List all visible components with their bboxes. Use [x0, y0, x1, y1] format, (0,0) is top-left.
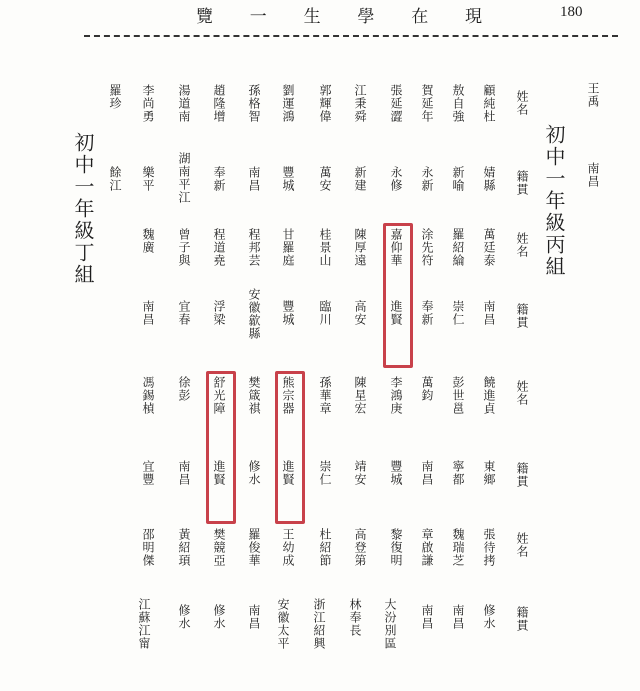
- highlight-box: [206, 371, 236, 524]
- place-cell: 浙江紹興: [312, 598, 326, 650]
- name-cell: 萬鈞: [420, 376, 434, 402]
- place-cell-highlighted: 進賢: [281, 460, 295, 486]
- place-cell: 南昌: [247, 166, 261, 192]
- name-cell: 萬廷泰: [482, 228, 496, 267]
- name-cell: 高登第: [353, 528, 367, 567]
- header-char: 現: [464, 7, 482, 27]
- place-cell: 永新: [420, 166, 434, 192]
- name-cell: 王禹: [586, 82, 600, 108]
- place-cell: 奉新: [420, 300, 434, 326]
- name-cell: 顧純杜: [482, 84, 496, 123]
- place-cell: 安徽太平: [276, 598, 290, 650]
- name-cell: 樊競亞: [212, 528, 226, 567]
- place-cell: 南昌: [586, 162, 600, 188]
- place-header: 籍貫: [515, 462, 529, 488]
- name-header: 姓名: [515, 232, 529, 258]
- name-cell: 王幼成: [281, 528, 295, 567]
- place-cell: 萬安: [318, 166, 332, 192]
- place-cell: 南昌: [420, 604, 434, 630]
- name-cell: 羅俊華: [247, 528, 261, 567]
- place-cell: 樂平: [141, 166, 155, 192]
- name-cell: 曾子與: [177, 228, 191, 267]
- name-cell: 劉運鴻: [281, 84, 295, 123]
- header-char: 覽: [196, 7, 213, 27]
- place-cell: 新建: [353, 166, 367, 192]
- name-cell: 陳厚遠: [353, 228, 367, 267]
- name-cell: 黃紹頊: [177, 528, 191, 567]
- place-cell: 新喻: [451, 166, 465, 192]
- place-cell: 臨川: [318, 300, 332, 326]
- place-cell: 餘江: [108, 166, 122, 192]
- name-cell: 李鴻庚: [389, 376, 403, 415]
- highlight-box: [275, 371, 305, 524]
- name-cell: 賀延年: [420, 84, 434, 123]
- place-cell-highlighted: 進賢: [212, 460, 226, 486]
- place-cell-highlighted: 進賢: [389, 300, 403, 326]
- place-cell: 奉新: [212, 166, 226, 192]
- place-cell: 豐城: [281, 166, 295, 192]
- name-cell-highlighted: 舒光障: [212, 376, 226, 415]
- place-cell: 高安: [353, 300, 367, 326]
- place-cell: 南昌: [420, 460, 434, 486]
- header-char: 在: [411, 7, 429, 27]
- place-cell: 豐城: [281, 300, 295, 326]
- page-number: 180: [560, 4, 583, 20]
- place-cell: 南昌: [482, 300, 496, 326]
- page-header-title: [196, 2, 482, 27]
- name-cell: 魏瑞芝: [451, 528, 465, 567]
- class-c-label: 初中一年級丙組: [542, 124, 566, 278]
- place-cell: 東鄉: [482, 460, 496, 486]
- name-cell-highlighted: 熊宗器: [281, 376, 295, 415]
- place-cell: 修水: [482, 604, 496, 630]
- name-cell: 黎復明: [389, 528, 403, 567]
- name-cell: 彭世邕: [451, 376, 465, 415]
- name-cell: 程道堯: [212, 228, 226, 267]
- place-cell: 修水: [177, 604, 191, 630]
- place-cell: 永修: [389, 166, 403, 192]
- place-header: 籍貫: [515, 606, 529, 632]
- name-cell: 敖自強: [451, 84, 465, 123]
- place-cell: 大汾別區: [383, 598, 397, 650]
- name-cell: 邵明傑: [141, 528, 155, 567]
- place-cell: 宜春: [177, 300, 191, 326]
- header-char: 生: [303, 7, 321, 27]
- place-cell: 婧縣: [482, 166, 496, 192]
- name-cell: 孫格智: [247, 84, 261, 123]
- place-cell: 江蘇江甯: [137, 598, 151, 650]
- name-cell: 孫華章: [318, 376, 332, 415]
- place-cell: 崇仁: [451, 300, 465, 326]
- name-cell: 羅珍: [108, 84, 122, 110]
- name-cell: 桂景山: [318, 228, 332, 267]
- header-divider: [84, 35, 618, 37]
- name-cell: 陳星宏: [353, 376, 367, 415]
- class-d-label: 初中一年級丁組: [71, 132, 95, 286]
- name-cell: 湯道南: [177, 84, 191, 123]
- place-cell: 南昌: [141, 300, 155, 326]
- header-char: 一: [249, 7, 267, 27]
- name-cell: 張延澀: [389, 84, 403, 123]
- place-cell: 浮梁: [212, 300, 226, 326]
- place-cell: 林奉長: [348, 598, 362, 637]
- name-cell-highlighted: 嘉仰華: [389, 228, 403, 267]
- name-cell: 馮錫楨: [141, 376, 155, 415]
- name-cell: 饒進貞: [482, 376, 496, 415]
- name-header: 姓名: [515, 90, 529, 116]
- place-header: 籍貫: [515, 170, 529, 196]
- place-cell: 靖安: [353, 460, 367, 486]
- place-cell: 寧都: [451, 460, 465, 486]
- name-cell: 徐彭: [177, 376, 191, 402]
- name-header: 姓名: [515, 532, 529, 558]
- name-cell: 魏廣: [141, 228, 155, 254]
- name-header: 姓名: [515, 380, 529, 406]
- name-cell: 江秉舜: [353, 84, 367, 123]
- place-cell: 修水: [212, 604, 226, 630]
- place-header: 籍貫: [515, 303, 529, 329]
- name-cell: 趙隆增: [212, 84, 226, 123]
- highlight-box: [383, 223, 413, 368]
- name-cell: 章啟謙: [420, 528, 434, 567]
- name-cell: 張待拷: [482, 528, 496, 567]
- name-cell: 李尚勇: [141, 84, 155, 123]
- place-cell: 崇仁: [318, 460, 332, 486]
- place-cell: 宜豐: [141, 460, 155, 486]
- place-cell: 修水: [247, 460, 261, 486]
- place-cell: 豐城: [389, 460, 403, 486]
- place-cell: 湖南平江: [177, 152, 191, 204]
- name-cell: 杜紹節: [318, 528, 332, 567]
- name-cell: 甘羅庭: [281, 228, 295, 267]
- place-cell: 南昌: [451, 604, 465, 630]
- name-cell: 郭輝偉: [318, 84, 332, 123]
- header-char: 學: [357, 7, 375, 27]
- place-cell: 南昌: [177, 460, 191, 486]
- name-cell: 涂先符: [420, 228, 434, 267]
- name-cell: 樊箴祺: [247, 376, 261, 415]
- name-cell: 程邦芸: [247, 228, 261, 267]
- place-cell: 南昌: [247, 604, 261, 630]
- name-cell: 羅紹綸: [451, 228, 465, 267]
- place-cell: 安徽歙縣: [247, 288, 261, 340]
